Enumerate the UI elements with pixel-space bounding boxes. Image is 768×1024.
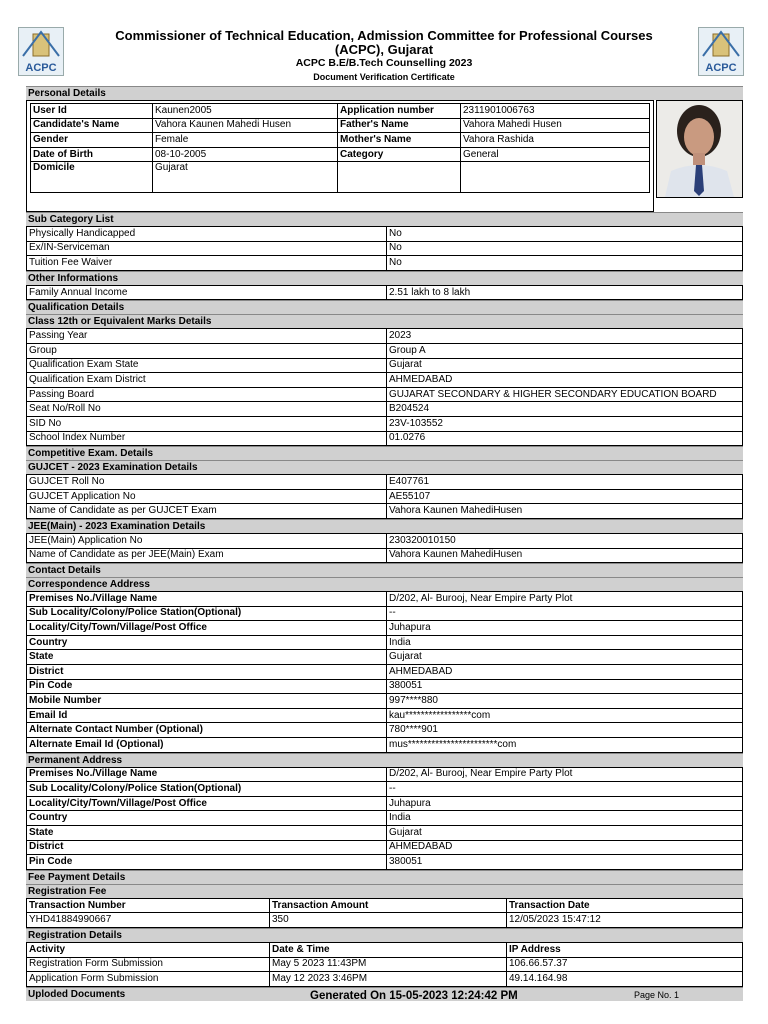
table-row [27,635,743,650]
table-row [27,840,743,855]
row-label: Alternate Email Id (Optional) [27,738,387,753]
date-time: May 12 2023 3:46PM [270,972,507,987]
label-mother-name: Mother's Name [338,133,461,148]
row-label: Sub Locality/Colony/Police Station(Optional) [27,606,387,621]
table-row [31,162,650,193]
row-value: Vahora Kaunen MahediHusen [387,504,743,519]
row-label: Locality/City/Town/Village/Post Office [27,621,387,636]
row-value: Juhapura [387,621,743,636]
table-row [27,855,743,870]
permanent-address-table [26,767,743,870]
row-value: GUJARAT SECONDARY & HIGHER SECONDARY EDUCATION BOARD [387,387,743,402]
logo-text-right: ACPC [705,62,737,74]
row-label: Pin Code [27,679,387,694]
label-user-id: User Id [31,104,153,119]
transaction-number: YHD41884990667 [27,913,270,928]
table-row [31,118,650,133]
row-value: kau*****************com [387,708,743,723]
label-date-of-birth: Date of Birth [31,147,153,162]
page-number: Page No. 1 [634,990,680,1000]
candidate-photo [656,100,743,198]
section-qualification-details: Qualification Details [26,300,743,314]
value-user-id: Kaunen2005 [153,104,338,119]
table-row [27,548,743,563]
acpc-logo-right [698,27,744,76]
ip-address: 106.66.57.37 [507,957,743,972]
empty-cell [461,162,650,193]
row-label: Ex/IN-Serviceman [27,241,387,256]
section-registration-details: Registration Details [26,928,743,942]
table-row [27,475,743,490]
row-value: 2.51 lakh to 8 lakh [387,285,743,300]
date-time: May 5 2023 11:43PM [270,957,507,972]
document-certificate-title: Document Verification Certificate [313,72,455,82]
label-gender: Gender [31,133,153,148]
col-ip-address: IP Address [507,942,743,957]
row-value: AE55107 [387,489,743,504]
table-row [27,387,743,402]
col-transaction-amount: Transaction Amount [270,898,507,913]
table-row [27,241,743,256]
row-label: District [27,840,387,855]
table-row [27,972,743,987]
generated-on-footer: Generated On 15-05-2023 12:24:42 PM [310,990,518,1002]
section-uploaded-documents: Uploded Documents [26,987,743,1001]
section-permanent-address: Permanent Address [26,753,743,767]
gujcet-table [26,474,743,519]
value-candidate-name: Vahora Kaunen Mahedi Husen [153,118,338,133]
personal-details-box [26,100,654,212]
label-father-name: Father's Name [338,118,461,133]
row-value: AHMEDABAD [387,665,743,680]
section-other-informations: Other Informations [26,271,743,285]
row-value: 2023 [387,329,743,344]
row-label: State [27,826,387,841]
row-label: Alternate Contact Number (Optional) [27,723,387,738]
registration-fee-table [26,898,743,928]
table-row [27,913,743,928]
activity: Registration Form Submission [27,957,270,972]
section-class-12-marks: Class 12th or Equivalent Marks Details [26,314,743,328]
row-value: 997****880 [387,694,743,709]
row-value: No [387,227,743,242]
row-value: Gujarat [387,358,743,373]
qualification-table [26,328,743,446]
table-row [27,650,743,665]
table-row [27,329,743,344]
row-value: Gujarat [387,650,743,665]
value-application-number: 2311901006763 [461,104,650,119]
table-row [27,738,743,753]
col-activity: Activity [27,942,270,957]
row-label: Mobile Number [27,694,387,709]
row-value: 380051 [387,679,743,694]
row-label: GUJCET Roll No [27,475,387,490]
registration-details-table [26,942,743,987]
transaction-date: 12/05/2023 15:47:12 [507,913,743,928]
row-value: D/202, Al- Burooj, Near Empire Party Plot [387,592,743,607]
section-registration-fee: Registration Fee [26,884,743,898]
row-label: Country [27,811,387,826]
certificate-body [26,86,743,1001]
table-row [27,708,743,723]
table-row [27,679,743,694]
section-gujcet: GUJCET - 2023 Examination Details [26,460,743,474]
row-label: State [27,650,387,665]
table-row [27,431,743,446]
row-label: Sub Locality/Colony/Police Station(Optional) [27,782,387,797]
row-value: Vahora Kaunen MahediHusen [387,548,743,563]
col-date-time: Date & Time [270,942,507,957]
table-row [27,533,743,548]
row-label: Locality/City/Town/Village/Post Office [27,796,387,811]
acpc-logo-left [18,27,64,76]
row-label: Name of Candidate as per JEE(Main) Exam [27,548,387,563]
row-value: No [387,241,743,256]
table-row [27,504,743,519]
row-label: Country [27,635,387,650]
label-application-number: Application number [338,104,461,119]
activity: Application Form Submission [27,972,270,987]
section-sub-category-list: Sub Category List [26,212,743,226]
row-label: Group [27,343,387,358]
col-transaction-date: Transaction Date [507,898,743,913]
row-value: mus***********************com [387,738,743,753]
table-row [27,592,743,607]
label-candidate-name: Candidate's Name [31,118,153,133]
row-label: Pin Code [27,855,387,870]
row-label: Premises No./Village Name [27,592,387,607]
row-label: Physically Handicapped [27,227,387,242]
table-row [27,796,743,811]
row-value: 380051 [387,855,743,870]
row-label: School Index Number [27,431,387,446]
value-domicile: Gujarat [153,162,338,193]
table-row [27,343,743,358]
row-value: -- [387,606,743,621]
table-header-row [27,898,743,913]
col-transaction-number: Transaction Number [27,898,270,913]
table-row [27,373,743,388]
value-date-of-birth: 08-10-2005 [153,147,338,162]
row-label: Tuition Fee Waiver [27,256,387,271]
row-value: B204524 [387,402,743,417]
logo-text-left: ACPC [25,62,57,74]
row-label: SID No [27,416,387,431]
label-category: Category [338,147,461,162]
table-row [27,227,743,242]
row-value: 780****901 [387,723,743,738]
row-value: 01.0276 [387,431,743,446]
row-label: Passing Year [27,329,387,344]
row-label: Qualification Exam District [27,373,387,388]
table-row [27,694,743,709]
table-row [27,665,743,680]
row-value: Gujarat [387,826,743,841]
correspondence-table [26,591,743,753]
table-row [27,723,743,738]
other-info-table [26,285,743,301]
section-personal-details: Personal Details [26,86,743,100]
value-category: General [461,147,650,162]
table-row [27,811,743,826]
row-label: Qualification Exam State [27,358,387,373]
personal-details-table [30,103,650,193]
row-label: GUJCET Application No [27,489,387,504]
row-label: Seat No/Roll No [27,402,387,417]
row-value: E407761 [387,475,743,490]
table-row [27,957,743,972]
row-value: D/202, Al- Burooj, Near Empire Party Plot [387,767,743,782]
table-row [27,767,743,782]
row-value: -- [387,782,743,797]
row-value: 230320010150 [387,533,743,548]
table-row [31,147,650,162]
value-gender: Female [153,133,338,148]
section-jee-main: JEE(Main) - 2023 Examination Details [26,519,743,533]
jee-table [26,533,743,563]
row-label: Email Id [27,708,387,723]
table-row [27,606,743,621]
row-label: Family Annual Income [27,285,387,300]
sub-category-table [26,226,743,271]
row-value: AHMEDABAD [387,373,743,388]
section-fee-payment: Fee Payment Details [26,870,743,884]
row-label: Premises No./Village Name [27,767,387,782]
document-header-title: Commissioner of Technical Education, Admission Committee for Professional Courses (ACPC), Gujarat [115,28,653,57]
ip-address: 49.14.164.98 [507,972,743,987]
table-row [27,358,743,373]
row-value: India [387,635,743,650]
row-label: Name of Candidate as per GUJCET Exam [27,504,387,519]
document-subtitle: ACPC B.E/B.Tech Counselling 2023 [295,57,473,69]
table-header-row [27,942,743,957]
value-father-name: Vahora Mahedi Husen [461,118,650,133]
empty-cell [338,162,461,193]
table-row [31,133,650,148]
transaction-amount: 350 [270,913,507,928]
row-label: Passing Board [27,387,387,402]
table-row [27,782,743,797]
row-value: AHMEDABAD [387,840,743,855]
row-value: No [387,256,743,271]
table-row [27,489,743,504]
table-row [27,621,743,636]
table-row [27,826,743,841]
table-row [27,402,743,417]
personal-details-block [26,100,743,212]
section-contact-details: Contact Details [26,563,743,577]
section-competitive-exam: Competitive Exam. Details [26,446,743,460]
table-row [27,256,743,271]
table-row [27,416,743,431]
row-value: Juhapura [387,796,743,811]
row-value: Group A [387,343,743,358]
table-row [27,285,743,300]
row-value: India [387,811,743,826]
table-row [31,104,650,119]
row-value: 23V-103552 [387,416,743,431]
row-label: District [27,665,387,680]
row-label: JEE(Main) Application No [27,533,387,548]
label-domicile: Domicile [31,162,153,193]
section-correspondence-address: Correspondence Address [26,577,743,591]
value-mother-name: Vahora Rashida [461,133,650,148]
